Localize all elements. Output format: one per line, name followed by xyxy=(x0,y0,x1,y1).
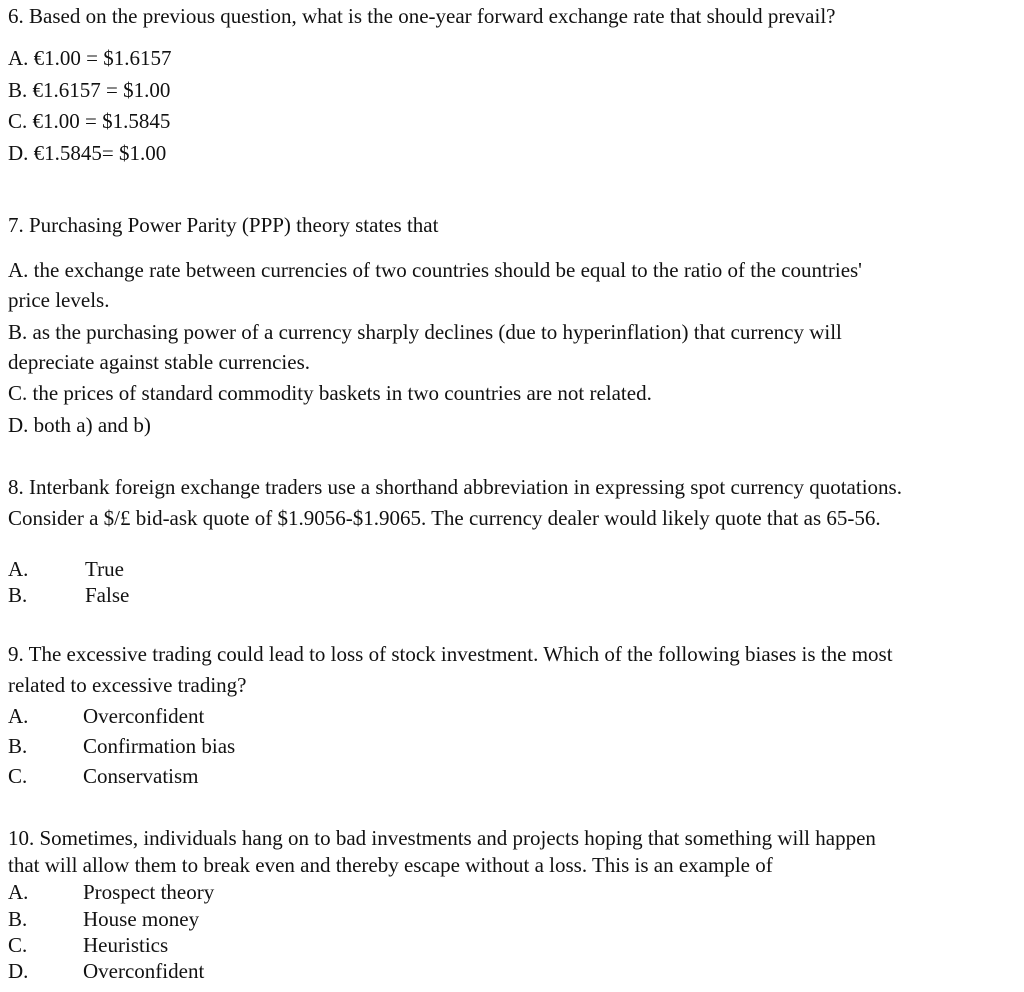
q9-option-a-text: Overconfident xyxy=(83,704,205,728)
q8-option-b-text: False xyxy=(85,583,130,607)
q7-option-a: A. the exchange rate between currencies of two countries should be equal to the ratio of the countries' xyxy=(8,258,862,282)
q10-option-a-text: Prospect theory xyxy=(83,880,215,904)
q10-option-b-text: House money xyxy=(83,907,200,931)
question-9-text-line1: 9. The excessive trading could lead to loss of stock investment. Which of the following biases is the most xyxy=(8,642,893,666)
q6-option-c: C. €1.00 = $1.5845 xyxy=(8,109,171,133)
q8-option-b-letter: B. xyxy=(8,583,28,607)
q8-option-a-text: True xyxy=(85,557,124,581)
q7-option-c: C. the prices of standard commodity baskets in two countries are not related. xyxy=(8,381,652,405)
q6-option-d: D. €1.5845= $1.00 xyxy=(8,141,167,165)
q7-option-b-cont: depreciate against stable currencies. xyxy=(8,350,311,374)
q8-option-a-letter: A. xyxy=(8,557,29,581)
q9-option-a-letter: A. xyxy=(8,704,29,728)
question-10-text-line1: 10. Sometimes, individuals hang on to bad investments and projects hoping that something will happen xyxy=(8,826,876,850)
q10-option-c-letter: C. xyxy=(8,933,28,957)
q9-option-b-letter: B. xyxy=(8,734,28,758)
q10-option-d-letter: D. xyxy=(8,959,29,983)
q6-option-a: A. €1.00 = $1.6157 xyxy=(8,46,172,70)
q10-option-a-letter: A. xyxy=(8,880,29,904)
q10-option-c-text: Heuristics xyxy=(83,933,169,957)
question-8-text-line1: 8. Interbank foreign exchange traders use a shorthand abbreviation in expressing spot currency quotations. xyxy=(8,475,902,499)
q9-option-c-letter: C. xyxy=(8,764,28,788)
question-6-text: 6. Based on the previous question, what is the one-year forward exchange rate that should prevail? xyxy=(8,4,836,28)
question-8-text-line2: Consider a $/£ bid-ask quote of $1.9056-$1.9065. The currency dealer would likely quote that as 65-56. xyxy=(8,506,881,530)
q9-option-b-text: Confirmation bias xyxy=(83,734,236,758)
q10-option-d-text: Overconfident xyxy=(83,959,205,983)
q10-option-b-letter: B. xyxy=(8,907,28,931)
question-7-text: 7. Purchasing Power Parity (PPP) theory states that xyxy=(8,213,439,237)
q6-option-b: B. €1.6157 = $1.00 xyxy=(8,78,171,102)
q7-option-a-cont: price levels. xyxy=(8,288,110,312)
q7-option-d: D. both a) and b) xyxy=(8,413,151,437)
question-10-text-line2: that will allow them to break even and thereby escape without a loss. This is an example of xyxy=(8,853,773,877)
q7-option-b: B. as the purchasing power of a currency sharply declines (due to hyperinflation) that currency will xyxy=(8,320,842,344)
q9-option-c-text: Conservatism xyxy=(83,764,199,788)
question-9-text-line2: related to excessive trading? xyxy=(8,673,247,697)
